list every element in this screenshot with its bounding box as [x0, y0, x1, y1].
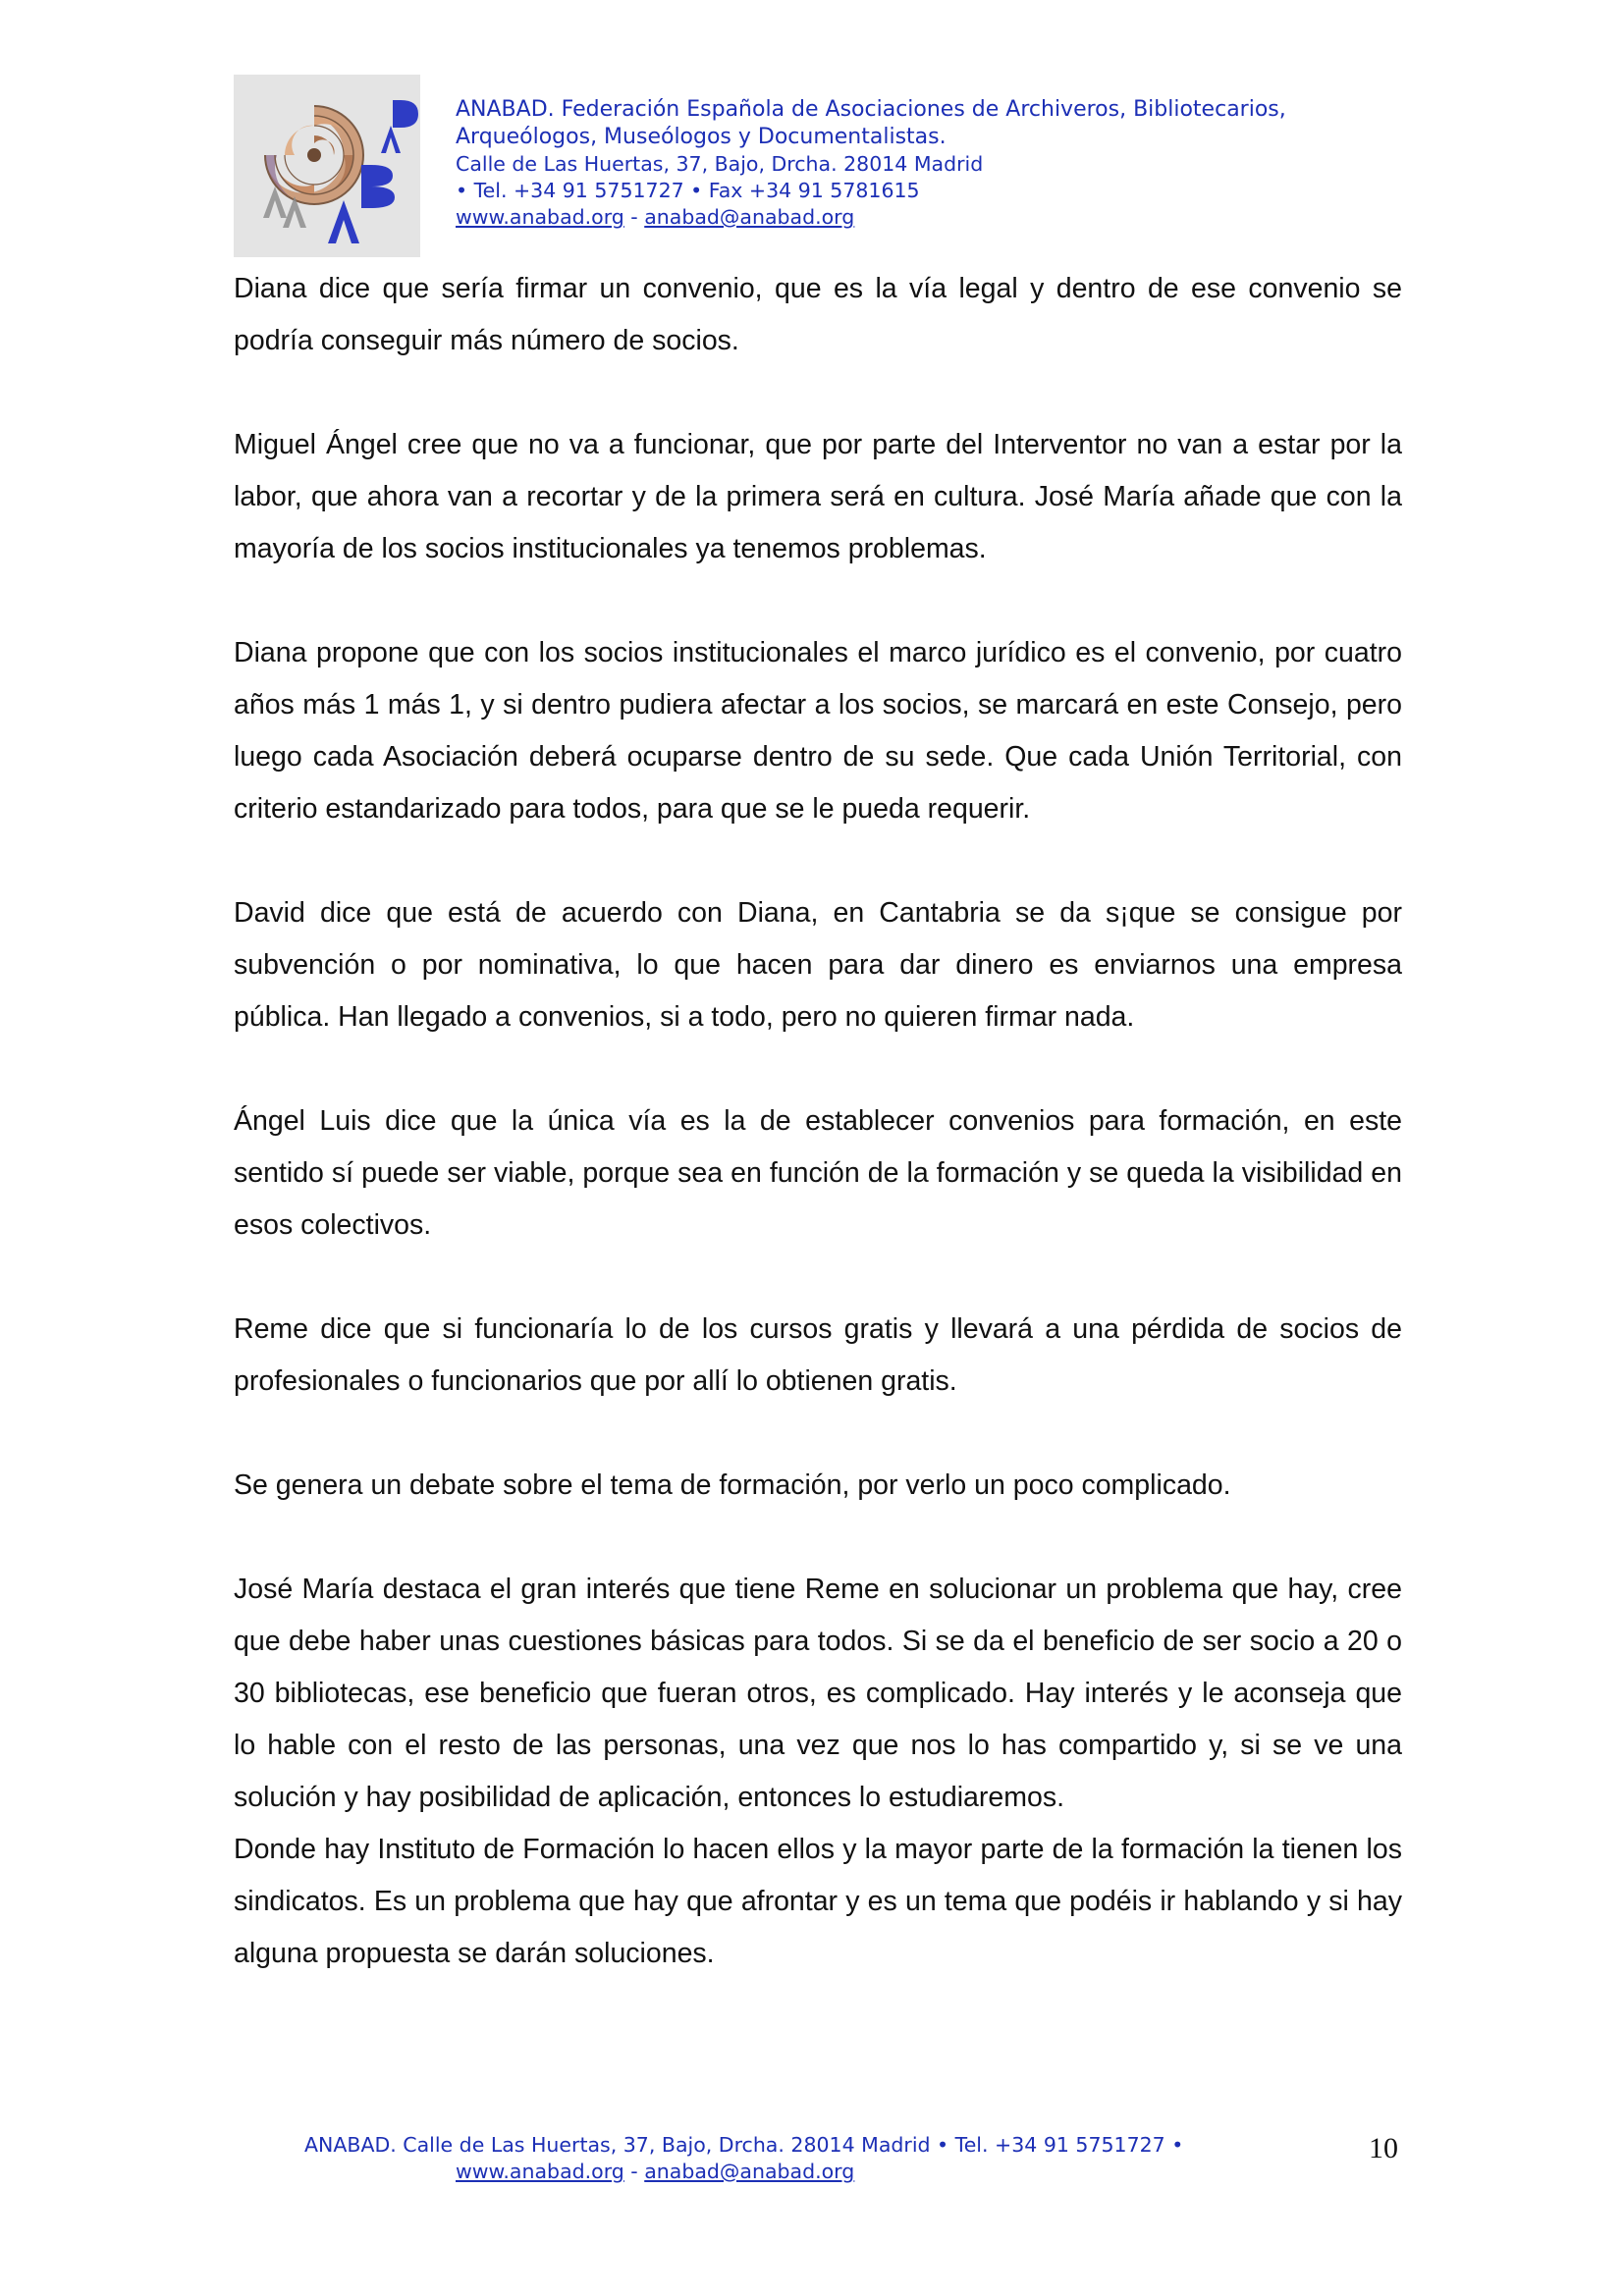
link-separator: -: [623, 205, 645, 229]
footer-email-link[interactable]: anabad@anabad.org: [644, 2160, 855, 2183]
footer-address-line: ANABAD. Calle de Las Huertas, 37, Bajo, Drcha. 28014 Madrid • Tel. +34 91 5751727 •: [304, 2133, 1184, 2157]
federation-name-line-2: Arqueólogos, Museólogos y Documentalistas.: [456, 125, 947, 149]
paragraph: Diana dice que sería firmar un convenio, que es la vía legal y dentro de ese convenio se podría conseguir más número de socios.: [234, 273, 1402, 356]
address-line: Calle de Las Huertas, 37, Bajo, Drcha. 28014 Madrid: [456, 152, 984, 176]
paragraph: Reme dice que si funcionaría lo de los cursos gratis y llevará a una pérdida de socios de profesionales o funcionarios que por allí lo obtienen gratis.: [234, 1313, 1402, 1397]
phone-fax-line: • Tel. +34 91 5751727 • Fax +34 91 5781615: [456, 179, 920, 202]
paragraph: Se genera un debate sobre el tema de formación, por verlo un poco complicado.: [234, 1469, 1231, 1501]
letterhead: [234, 75, 1412, 257]
paragraph: José María destaca el gran interés que tiene Reme en solucionar un problema que hay, cree que debe haber unas cuestiones básicas para todos. Si se da el beneficio de ser socio a 20 o 30 bibliotecas, ese beneficio que fueran otros, es complicado. Hay interés y le aconseja que lo hable con el resto de las personas, una vez que nos lo has compartido y, si se ve una solución y hay posibilidad de aplicación, entonces lo estudiaremos.: [234, 1574, 1402, 1813]
footer-contact: [304, 2132, 1183, 2185]
email-link[interactable]: anabad@anabad.org: [644, 205, 855, 229]
anabad-logo: [234, 75, 420, 257]
paragraph: Donde hay Instituto de Formación lo hacen ellos y la mayor parte de la formación la tienen los sindicatos. Es un problema que hay que afrontar y es un tema que podéis ir hablando y si hay alguna propuesta se darán soluciones.: [234, 1834, 1402, 1969]
web-email-line: [456, 204, 1286, 231]
letterhead-contact: [456, 96, 1286, 231]
page-footer: [0, 2132, 1624, 2191]
footer-link-separator: -: [623, 2160, 645, 2183]
footer-website-link[interactable]: www.anabad.org: [456, 2160, 624, 2183]
paragraph: Diana propone que con los socios institucionales el marco jurídico es el convenio, por cuatro años más 1 más 1, y si dentro pudiera afectar a los socios, se marcará en este Consejo, pero luego cada Asociación deberá ocuparse dentro de su sede. Que cada Unión Territorial, con criterio estandarizado para todos, para que se le pueda requerir.: [234, 637, 1402, 825]
nautilus-shell-icon: [234, 75, 420, 257]
paragraph: Miguel Ángel cree que no va a funcionar, que por parte del Interventor no van a estar por la labor, que ahora van a recortar y de la primera será en cultura. José María añade que con la mayoría de los socios institucionales ya tenemos problemas.: [234, 429, 1402, 564]
footer-web-email-line: [304, 2159, 1183, 2185]
minutes-body: [234, 263, 1402, 1980]
paragraph: David dice que está de acuerdo con Diana, en Cantabria se da s¡que se consigue por subvención o por nominativa, lo que hacen para dar dinero es enviarnos una empresa pública. Han llegado a convenios, si a todo, pero no quieren firmar nada.: [234, 897, 1402, 1033]
federation-name-line-1: ANABAD. Federación Española de Asociaciones de Archiveros, Bibliotecarios,: [456, 97, 1286, 122]
website-link[interactable]: www.anabad.org: [456, 205, 624, 229]
paragraph: Ángel Luis dice que la única vía es la de establecer convenios para formación, en este sentido sí puede ser viable, porque sea en función de la formación y se queda la visibilidad en esos colectivos.: [234, 1105, 1402, 1241]
page-number: 10: [1369, 2132, 1398, 2164]
